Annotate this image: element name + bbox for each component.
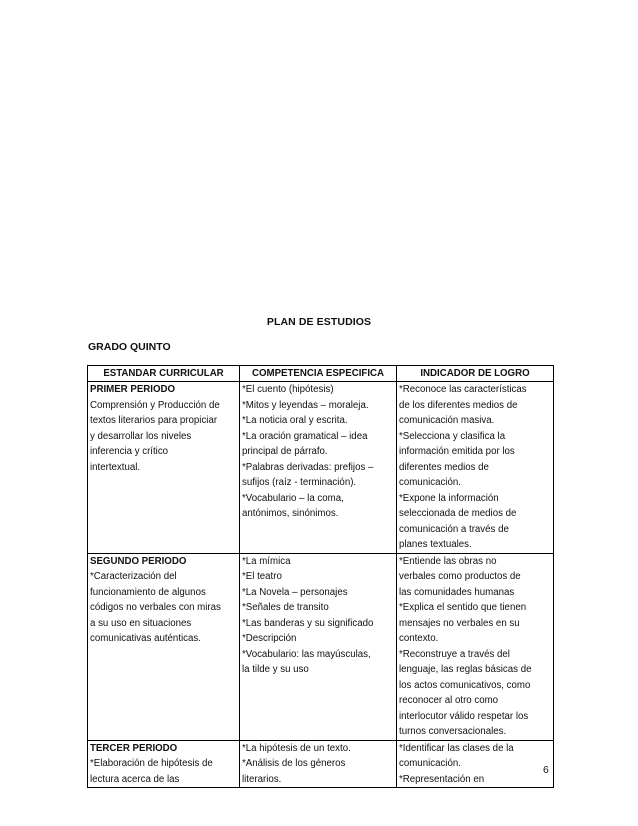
indicator-cell: [397, 382, 554, 554]
standard-cell: [88, 740, 240, 788]
header-indicador: INDICADOR DE LOGRO: [397, 366, 554, 382]
indicator-line: *Entiende las obras no: [399, 555, 497, 567]
document-title: PLAN DE ESTUDIOS: [266, 316, 372, 328]
competence-line: *La oración gramatical – idea: [242, 430, 368, 442]
standard-line: Comprensión y Producción de: [90, 399, 220, 411]
indicator-line: verbales como productos de: [399, 571, 521, 582]
competence-cell: [240, 553, 397, 740]
standard-cell: [88, 553, 240, 740]
indicator-line: reconocer al otro como: [399, 695, 499, 706]
indicator-line: diferentes medios de: [399, 461, 489, 473]
standard-line: intertextual.: [90, 461, 141, 473]
indicator-line: los actos comunicativos, como: [399, 679, 531, 691]
competence-line: la tilde y su uso: [242, 664, 309, 675]
indicator-line: *Expone la información: [399, 492, 499, 504]
competence-line: *Mitos y leyendas – moraleja.: [242, 399, 369, 411]
indicator-line: planes textuales.: [399, 539, 472, 550]
indicator-line: *Reconstruye a través del: [399, 648, 510, 660]
study-plan-table: [87, 365, 554, 788]
indicator-line: *Representación en: [399, 773, 485, 785]
standard-cell: [88, 382, 240, 554]
standard-line: códigos no verbales con miras: [90, 602, 221, 613]
table-row: [88, 553, 554, 740]
competence-line: principal de párrafo.: [242, 446, 328, 457]
indicator-line: mensajes no verbales en su: [399, 617, 520, 629]
standard-line: comunicativas auténticas.: [90, 633, 201, 644]
competence-line: *La mímica: [242, 555, 291, 567]
period-label: PRIMER PERIODO: [90, 384, 176, 395]
table-row: [88, 740, 554, 788]
standard-line: *Elaboración de hipótesis de: [90, 758, 213, 769]
indicator-line: *Selecciona y clasifica la: [399, 430, 506, 442]
header-competencia: COMPETENCIA ESPECIFICA: [240, 366, 397, 382]
competence-line: *Palabras derivadas: prefijos –: [242, 461, 374, 473]
competence-line: literarios.: [242, 773, 282, 785]
competence-cell: [240, 382, 397, 554]
competence-line: *Vocabulario – la coma,: [242, 492, 344, 504]
standard-line: lectura acerca de las: [90, 773, 180, 785]
competence-line: *La Novela – personajes: [242, 586, 348, 598]
indicator-line: interlocutor válido respetar los: [399, 710, 529, 722]
competence-line: *La noticia oral y escrita.: [242, 415, 348, 426]
indicator-line: comunicación masiva.: [399, 415, 495, 426]
indicator-line: *Reconoce las características: [399, 384, 527, 395]
indicator-cell: [397, 740, 554, 788]
competence-line: *Descripción: [242, 633, 297, 644]
standard-line: funcionamiento de algunos: [90, 586, 206, 598]
competence-line: antónimos, sinónimos.: [242, 508, 339, 519]
page-number: 6: [543, 764, 549, 776]
indicator-line: contexto.: [399, 633, 439, 644]
standard-line: textos literarios para propiciar: [90, 415, 218, 426]
indicator-cell: [397, 553, 554, 740]
indicator-line: lenguaje, las reglas básicas de: [399, 664, 532, 675]
competence-line: sufijos (raíz - terminación).: [242, 477, 357, 488]
competence-cell: [240, 740, 397, 788]
table-row: [88, 382, 554, 554]
indicator-line: seleccionada de medios de: [399, 508, 517, 519]
indicator-line: información emitida por los: [399, 446, 515, 457]
competence-line: *Las banderas y su significado: [242, 617, 374, 629]
competence-line: *Señales de transito: [242, 602, 329, 613]
indicator-line: comunicación.: [399, 477, 461, 488]
table-header-row: [88, 366, 554, 382]
competence-line: *El cuento (hipótesis): [242, 384, 334, 395]
indicator-line: *Identificar las clases de la: [399, 742, 514, 754]
grade-heading: GRADO QUINTO: [88, 341, 171, 353]
period-label: TERCER PERIODO: [90, 742, 178, 754]
competence-line: *Vocabulario: las mayúsculas,: [242, 648, 371, 660]
period-label: SEGUNDO PERIODO: [90, 555, 187, 567]
standard-line: a su uso en situaciones: [90, 617, 192, 629]
indicator-line: turnos conversacionales.: [399, 726, 507, 737]
indicator-line: comunicación.: [399, 758, 461, 769]
standard-line: inferencia y crítico: [90, 446, 169, 457]
standard-line: y desarrollar los niveles: [90, 430, 192, 442]
standard-line: *Caracterización del: [90, 571, 177, 582]
indicator-line: comunicación a través de: [399, 523, 509, 535]
competence-line: *El teatro: [242, 571, 282, 582]
indicator-line: de los diferentes medios de: [399, 399, 518, 411]
competence-line: *Análisis de los géneros: [242, 758, 346, 769]
indicator-line: *Explica el sentido que tienen: [399, 602, 527, 613]
header-estandar: ESTANDAR CURRICULAR: [88, 366, 240, 382]
competence-line: *La hipótesis de un texto.: [242, 742, 351, 754]
indicator-line: las comunidades humanas: [399, 586, 515, 598]
